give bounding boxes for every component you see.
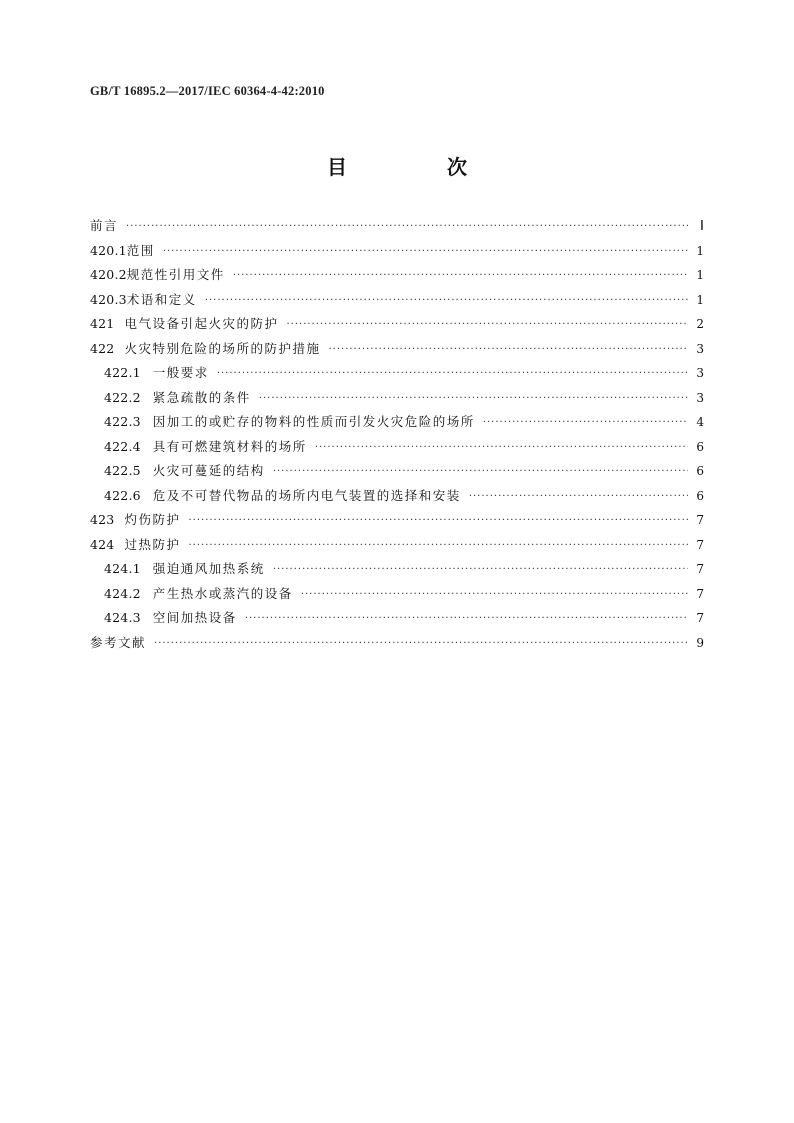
toc-entry-label: 具有可燃建筑材料的场所 [152, 438, 307, 454]
toc-entry-page: 3 [696, 341, 704, 356]
toc-dot-leader [259, 387, 688, 412]
toc-entry-label: 危及不可替代物品的场所内电气装置的选择和安装 [152, 487, 461, 503]
toc-entry-label: 产生热水或蒸汽的设备 [152, 585, 293, 601]
toc-entry-number: 422.1 [104, 365, 141, 380]
toc-entry-422-6[interactable] [90, 484, 704, 509]
toc-entry-page: 1 [696, 268, 704, 282]
toc-entry-422-5[interactable] [90, 459, 704, 484]
toc-entry-page: 6 [696, 488, 704, 503]
toc-dot-leader [188, 534, 688, 559]
toc-entry-label: 过热防护 [124, 536, 181, 552]
toc-entry-page: 4 [696, 415, 704, 429]
toc-entry-number: 424 [90, 536, 115, 552]
toc-entry-number: 421 [90, 316, 115, 331]
toc-entry-page: 6 [696, 439, 704, 454]
toc-entry-424-1[interactable] [90, 557, 704, 582]
toc-dot-leader [205, 289, 688, 314]
toc-dot-leader [188, 509, 688, 534]
toc-entry-page: 7 [696, 562, 704, 576]
toc-entry-label: 火灾特别危险的场所的防护措施 [124, 340, 321, 356]
toc-entry-page: 7 [696, 513, 704, 527]
toc-entry-422-3[interactable] [90, 410, 704, 435]
toc-entry-number: 424.1 [104, 561, 141, 576]
toc-entry-421[interactable] [90, 312, 704, 337]
toc-entry-number: 422.6 [104, 487, 141, 503]
toc-entry-page: 1 [696, 292, 704, 307]
toc-entry-420-1[interactable] [90, 239, 704, 264]
toc-entry-page: 3 [696, 366, 704, 380]
toc-entry-page: 1 [696, 243, 704, 258]
toc-entry-label: 一般要求 [152, 365, 209, 380]
toc-entry-label: 前言 [90, 218, 119, 233]
toc-entry-page: Ⅰ [699, 219, 704, 234]
toc-dot-leader [286, 313, 688, 338]
toc-entry-label: 灼伤防护 [124, 512, 181, 527]
toc-entry-label: 因加工的或贮存的物料的性质而引发火灾危险的场所 [152, 414, 475, 429]
standard-code-header: GB/T 16895.2—2017/IEC 60364-4-42:2010 [90, 84, 325, 98]
toc-entry-number: 423 [90, 512, 115, 527]
page-title: 目 次 [327, 155, 507, 179]
toc-entry-number: 422.4 [104, 438, 141, 454]
toc-entry-number: 422.3 [104, 414, 141, 429]
toc-entry-number: 422.2 [104, 389, 141, 405]
toc-entry-422-4[interactable] [90, 435, 704, 460]
toc-dot-leader [217, 362, 688, 387]
toc-entry-label: 紧急疏散的条件 [152, 389, 251, 405]
toc-entry-foreword[interactable] [90, 214, 704, 239]
toc-entry-420-3[interactable] [90, 288, 704, 313]
toc-dot-leader [245, 607, 688, 632]
toc-entry-424-3[interactable] [90, 606, 704, 631]
toc-entry-page: 6 [696, 464, 704, 478]
toc-dot-leader [154, 632, 688, 657]
toc-dot-leader [126, 215, 688, 240]
toc-dot-leader [328, 338, 688, 363]
toc-entry-label: 空间加热设备 [152, 610, 237, 625]
toc-entry-page: 9 [696, 635, 704, 650]
toc-entry-page: 3 [696, 390, 704, 405]
toc-entry-number: 422 [90, 340, 115, 356]
toc-entry-422[interactable] [90, 337, 704, 362]
toc-entry-number: 424.2 [104, 585, 141, 601]
toc-entry-page: 7 [696, 611, 704, 625]
toc-dot-leader [273, 460, 688, 485]
toc-entry-label: 范围 [126, 242, 155, 258]
toc-entry-label: 规范性引用文件 [126, 267, 225, 282]
toc-dot-leader [233, 264, 688, 289]
toc-entry-label: 电气设备引起火灾的防护 [124, 316, 279, 331]
toc-dot-leader [469, 485, 688, 510]
toc-entry-number: 420.2 [90, 267, 127, 282]
toc-entry-label: 术语和定义 [126, 291, 197, 307]
toc-dot-leader [273, 558, 688, 583]
toc-entry-420-2[interactable] [90, 263, 704, 288]
toc-entry-number: 420.3 [90, 291, 127, 307]
toc-dot-leader [315, 436, 688, 461]
toc-entry-page: 7 [696, 537, 704, 552]
toc-entry-number: 422.5 [104, 463, 141, 478]
toc-entry-page: 2 [696, 317, 704, 331]
toc-entry-number: 420.1 [90, 242, 127, 258]
toc-entry-label: 参考文献 [90, 634, 147, 650]
toc-entry-label: 火灾可蔓延的结构 [152, 463, 265, 478]
toc-entry-label: 强迫通风加热系统 [152, 561, 265, 576]
toc-entry-page: 7 [696, 586, 704, 601]
toc-entry-bibliography[interactable] [90, 631, 704, 656]
toc-dot-leader [301, 583, 688, 608]
toc-dot-leader [483, 411, 688, 436]
toc-entry-422-1[interactable] [90, 361, 704, 386]
table-of-contents [90, 214, 704, 655]
toc-entry-424[interactable] [90, 533, 704, 558]
toc-entry-number: 424.3 [104, 610, 141, 625]
toc-entry-424-2[interactable] [90, 582, 704, 607]
toc-entry-423[interactable] [90, 508, 704, 533]
toc-entry-422-2[interactable] [90, 386, 704, 411]
toc-dot-leader [163, 240, 688, 265]
